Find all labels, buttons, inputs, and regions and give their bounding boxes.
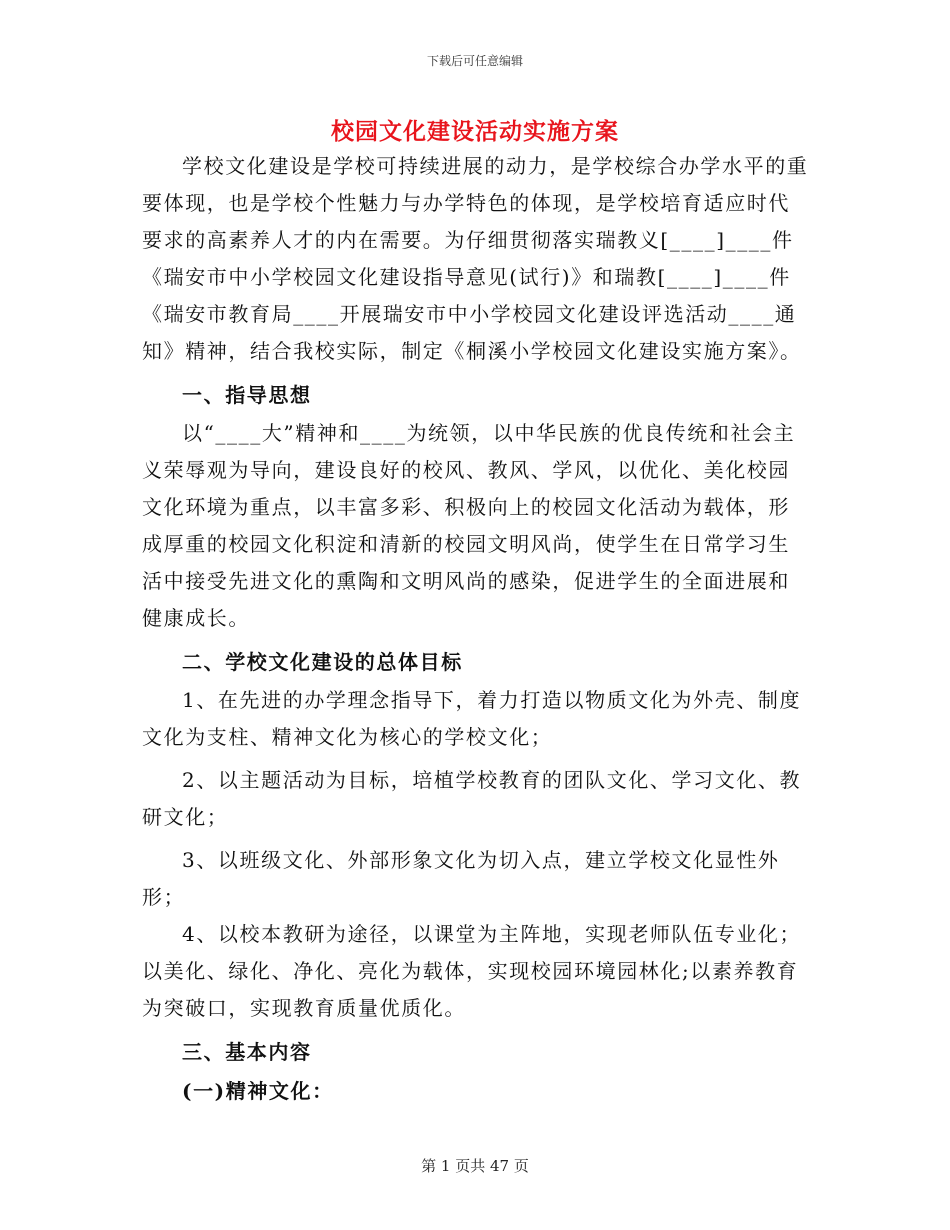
page-header: 下载后可任意编辑 (426, 54, 523, 68)
page-footer: 第 1 页共 47 页 (421, 1157, 529, 1175)
intro-paragraph: 学校文化建设是学校可持续进展的动力，是学校综合办学水平的重要体现，也是学校个性魅力与办学特色的体现，是学校培育适应时代要求的高素养人才的内在需要。为仔细贯彻落实瑞教义[____]____件《瑞安市中小学校园文化建设指导意见(试行)》和瑞教[____]____件《瑞安市教育局____开展瑞安市中小学校园文化建设评选活动____通知》精神，结合我校实际，制定《桐溪小学校园文化建设实施方案》。 (142, 154, 809, 363)
goal-item-4: 4、以校本教研为途径，以课堂为主阵地，实现老师队伍专业化；以美化、绿化、净化、亮化为载体，实现校园环境园林化;以素养教育为突破口，实现教育质量优质化。 (142, 922, 802, 1020)
goal-item-2: 2、以主题活动为目标，培植学校教育的团队文化、学习文化、教研文化； (142, 768, 802, 829)
section-2-heading: 二、学校文化建设的总体目标 (182, 650, 463, 674)
section-3-heading: 三、基本内容 (182, 1040, 312, 1064)
section-1-heading: 一、指导思想 (182, 383, 312, 407)
section-1-paragraph: 以“____大”精神和____为统领，以中华民族的优良传统和社会主义荣辱观为导向，建设良好的校风、教风、学风，以优化、美化校园文化环境为重点，以丰富多彩、积极向上的校园文化活动为载体，形成厚重的校园文化积淀和清新的校园文明风尚，使学生在日常学习生活中接受先进文化的熏陶和文明风尚的感染，促进学生的全面进展和健康成长。 (142, 421, 796, 630)
goal-item-3: 3、以班级文化、外部形象文化为切入点，建立学校文化显性外形； (142, 848, 780, 909)
document-title: 校园文化建设活动实施方案 (331, 118, 619, 145)
document-body (142, 148, 810, 1111)
goal-item-1: 1、在先进的办学理念指导下，着力打造以物质文化为外壳、制度文化为支柱、精神文化为核心的学校文化； (142, 688, 802, 749)
section-3-subheading: (一)精神文化： (182, 1079, 334, 1103)
